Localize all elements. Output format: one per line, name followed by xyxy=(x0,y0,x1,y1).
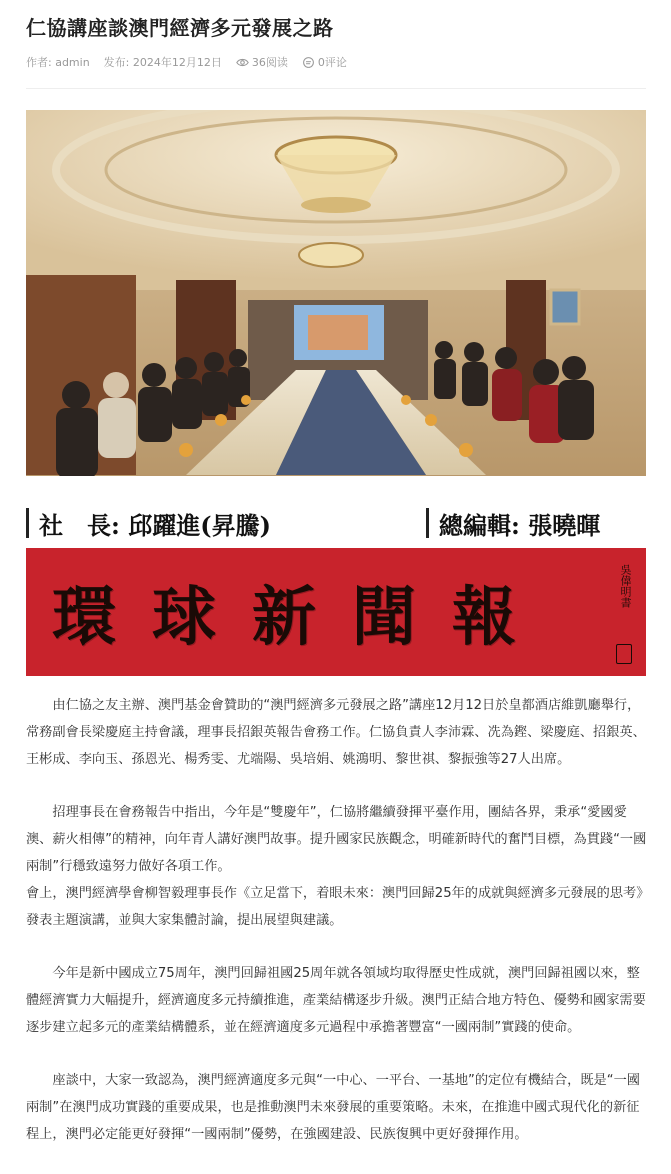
views-count xyxy=(236,54,288,70)
paragraph: 招理事長在會務報告中指出，今年是“雙慶年”，仁協將繼續發揮平臺作用，團結各界，秉承“愛國愛澳、薪火相傳”的精神，向年青人講好澳門故事。提升國家民族觀念，明確新時代的奮鬥目標，為貫踐“一國兩制”行穩致遠努力做好各項工作。 xyxy=(26,805,647,874)
views-label: 36阅读 xyxy=(251,56,288,69)
article-meta xyxy=(26,54,347,70)
newspaper-banner xyxy=(26,548,646,676)
chief-editor-credit: 總編輯: 張曉暉 xyxy=(439,510,601,540)
paragraph: 今年是新中國成立75周年，澳門回歸祖國25周年就各領域均取得歷史性成就，澳門回歸祖國以來，整體經濟實力大幅提升，經濟適度多元持續推進，產業結構逐步升級。澳門正結合地方特色、優勢和國家需要逐步建立起多元的產業結構體系，並在經濟適度多元過程中承擔著豐富“一國兩制”實踐的使命。 xyxy=(26,966,646,1035)
comments-count[interactable] xyxy=(302,54,347,70)
comments-label: 0评论 xyxy=(317,56,347,69)
calligrapher-signature: 吳偉明書 xyxy=(619,564,632,608)
newspaper-name: 環球新聞報 xyxy=(52,580,552,655)
divider xyxy=(26,88,646,89)
author[interactable]: 作者: admin xyxy=(26,56,90,69)
article-body xyxy=(26,692,650,1174)
president-credit: 社 長: 邱躍進(昇騰) xyxy=(39,510,271,540)
comment-icon xyxy=(302,56,315,69)
eye-icon xyxy=(236,56,249,69)
publish-date: 发布: 2024年12月12日 xyxy=(103,56,222,69)
paragraph: 會上，澳門經濟學會柳智毅理事長作《立足當下，着眼未來：澳門回歸25年的成就與經濟多元發展的思考》發表主題演講，並與大家集體討論，提出展望與建議。 xyxy=(26,886,650,928)
paragraph: 由仁協之友主辦、澳門基金會贊助的“澳門經濟多元發展之路”講座12月12日於皇都酒店維凱廳舉行，常務副會長梁慶庭主持會議，理事長招銀英報告會務工作。仁協負責人李沛霖、冼為鏗、梁慶庭、招銀英、王彬成、李向玉、孫恩光、楊秀雯、尤端陽、吳培娟、姚鴻明、黎世祺、黎振強等27人出席。 xyxy=(26,698,646,767)
pipe-divider xyxy=(426,508,429,538)
seal-stamp xyxy=(616,644,632,664)
article-title: 仁協講座談澳門經濟多元發展之路 xyxy=(26,16,334,40)
masthead-credits xyxy=(26,500,646,546)
paragraph: 座談中，大家一致認為，澳門經濟適度多元與“一中心、一平台、一基地”的定位有機結合，既是“一國兩制”在澳門成功實踐的重要成果，也是推動澳門未來發展的重要策略。未來，在推進中國式現代化的新征程上，澳門必定能更好發揮“一國兩制”優勢，在強國建設、民族復興中更好發揮作用。 xyxy=(26,1073,640,1142)
banquet-photo xyxy=(26,110,646,476)
pipe-divider xyxy=(26,508,29,538)
